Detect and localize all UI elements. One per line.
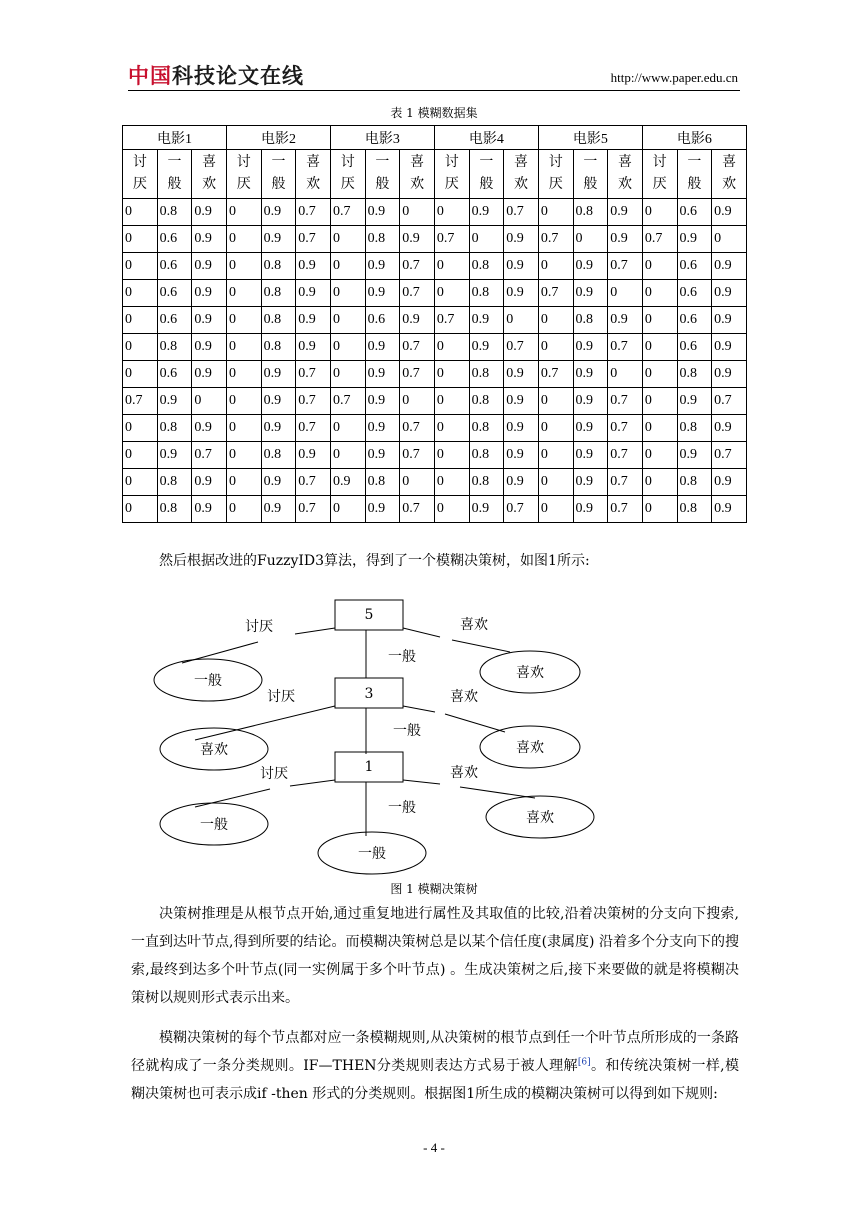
table-cell: 0: [434, 469, 469, 496]
table-row: [123, 469, 747, 496]
table-cell: 0.9: [712, 253, 747, 280]
table-row: [123, 388, 747, 415]
rating-header: 一 般: [261, 150, 296, 199]
table-cell: 0.8: [261, 253, 296, 280]
table-cell: 0.9: [677, 226, 712, 253]
rating-header: 喜 欢: [296, 150, 331, 199]
table-cell: 0: [538, 307, 573, 334]
table-cell: 0.8: [469, 280, 504, 307]
table-cell: 0.8: [573, 199, 608, 226]
table-cell: 0: [642, 442, 677, 469]
edge-label-l3-left: 讨厌: [260, 766, 288, 782]
rating-header: 喜 欢: [400, 150, 435, 199]
rating-header: 讨 厌: [642, 150, 677, 199]
table-cell: 0.9: [365, 496, 400, 523]
table-cell: 0.7: [296, 415, 331, 442]
table-cell: 0.7: [296, 469, 331, 496]
table-cell: 0: [642, 388, 677, 415]
rating-header: 喜 欢: [504, 150, 539, 199]
table-cell: 0.7: [538, 280, 573, 307]
table-cell: 0.6: [157, 280, 192, 307]
rating-header: 喜 欢: [192, 150, 227, 199]
edge-node3-right-a: [403, 706, 435, 712]
table-cell: 0.9: [469, 199, 504, 226]
table-cell: 0: [330, 415, 365, 442]
table-cell: 0: [434, 280, 469, 307]
table-cell: 0.7: [434, 226, 469, 253]
table-cell: 0.8: [469, 415, 504, 442]
table-cell: 0: [434, 361, 469, 388]
edge-label-l2-right: 喜欢: [450, 689, 478, 705]
table-cell: 0.8: [469, 253, 504, 280]
table-cell: 0.8: [469, 361, 504, 388]
table-cell: 0: [123, 415, 158, 442]
table-row: [123, 496, 747, 523]
table-cell: 0.7: [296, 496, 331, 523]
table-cell: 0: [330, 496, 365, 523]
table-cell: 0.6: [677, 334, 712, 361]
table-cell: 0.9: [296, 253, 331, 280]
table-cell: 0: [642, 253, 677, 280]
table-cell: 0.9: [712, 496, 747, 523]
table-cell: 0.9: [469, 334, 504, 361]
table-cell: 0.7: [538, 226, 573, 253]
rating-header: 一 般: [573, 150, 608, 199]
table-cell: 0.7: [504, 496, 539, 523]
rating-header: 一 般: [469, 150, 504, 199]
edge-node1-left-a: [290, 780, 335, 786]
table-cell: 0.9: [261, 469, 296, 496]
table-cell: 0.9: [469, 307, 504, 334]
edge-node3-right-b: [445, 714, 505, 732]
table-cell: 0.9: [469, 496, 504, 523]
table-cell: 0: [642, 280, 677, 307]
table-cell: 0: [400, 388, 435, 415]
table-cell: 0.9: [712, 199, 747, 226]
paragraph-2-text-b: 。和传统决策树一样,模糊决策树也可表示成if -then 形式的分类规则。根据图1所生成的模糊决策树可以得到如下规则:: [131, 1058, 739, 1102]
table-cell: 0.8: [157, 496, 192, 523]
movie-header-5: 电影5: [538, 126, 642, 150]
table-sub-header-row: [123, 150, 747, 199]
table-row: [123, 361, 747, 388]
table-cell: 0.9: [504, 253, 539, 280]
table-cell: 0: [434, 415, 469, 442]
table-group-header-row: [123, 126, 747, 150]
table-cell: 0: [226, 253, 261, 280]
movie-header-2: 电影2: [226, 126, 330, 150]
edge-label-l2-left: 讨厌: [267, 689, 295, 705]
table-cell: 0.6: [157, 226, 192, 253]
leaf-label-l2-right: 喜欢: [516, 740, 544, 756]
table-cell: 0.9: [192, 280, 227, 307]
table-cell: 0: [538, 199, 573, 226]
table-cell: 0.8: [469, 442, 504, 469]
table-cell: 0.9: [573, 496, 608, 523]
table-cell: 0.7: [712, 388, 747, 415]
table-cell: 0: [608, 361, 643, 388]
table-cell: 0.9: [192, 361, 227, 388]
table-cell: 0.7: [538, 361, 573, 388]
table-cell: 0.9: [504, 388, 539, 415]
table-cell: 0.8: [677, 415, 712, 442]
table-cell: 0.9: [573, 442, 608, 469]
table-cell: 0.7: [642, 226, 677, 253]
table-cell: 0.9: [192, 334, 227, 361]
node-label-root: 5: [364, 607, 374, 623]
rating-header: 一 般: [677, 150, 712, 199]
table-cell: 0.8: [365, 226, 400, 253]
rating-header: 一 般: [365, 150, 400, 199]
table-cell: 0.8: [261, 280, 296, 307]
movie-header-6: 电影6: [642, 126, 746, 150]
table-cell: 0.8: [157, 199, 192, 226]
table-cell: 0.9: [261, 199, 296, 226]
table-cell: 0.9: [365, 361, 400, 388]
table-cell: 0.8: [261, 307, 296, 334]
table-cell: 0.9: [192, 496, 227, 523]
table-cell: 0.7: [608, 334, 643, 361]
table-cell: 0: [330, 226, 365, 253]
edge-label-l1-mid: 一般: [388, 649, 416, 665]
table-cell: 0.9: [296, 334, 331, 361]
table-cell: 0.6: [677, 199, 712, 226]
table-cell: 0.8: [261, 334, 296, 361]
edge-root-left-a: [295, 628, 335, 634]
logo-dark-part: 科技论文在线: [172, 64, 304, 88]
table-cell: 0.9: [573, 334, 608, 361]
table-cell: 0.9: [712, 469, 747, 496]
table-cell: 0.7: [608, 388, 643, 415]
table-cell: 0.9: [192, 226, 227, 253]
table-cell: 0.9: [157, 442, 192, 469]
table-cell: 0.6: [677, 280, 712, 307]
table-cell: 0.9: [296, 280, 331, 307]
table-cell: 0.8: [573, 307, 608, 334]
table-row: [123, 280, 747, 307]
table-cell: 0.9: [192, 415, 227, 442]
table-cell: 0: [330, 253, 365, 280]
table-cell: 0: [469, 226, 504, 253]
table-cell: 0: [538, 469, 573, 496]
table-cell: 0: [504, 307, 539, 334]
leaf-label-l3-left: 一般: [200, 817, 228, 833]
table-cell: 0.9: [504, 280, 539, 307]
rating-header: 一 般: [157, 150, 192, 199]
table-cell: 0.8: [261, 442, 296, 469]
table-cell: 0.9: [504, 415, 539, 442]
table-cell: 0: [123, 442, 158, 469]
table-cell: 0: [642, 361, 677, 388]
edge-node1-right-a: [403, 780, 440, 784]
table-cell: 0: [642, 415, 677, 442]
table-cell: 0.9: [400, 307, 435, 334]
table-cell: 0.9: [573, 361, 608, 388]
table-cell: 0: [192, 388, 227, 415]
table-cell: 0: [330, 442, 365, 469]
table-cell: 0: [434, 442, 469, 469]
table-cell: 0: [434, 334, 469, 361]
table-cell: 0.9: [712, 361, 747, 388]
table-cell: 0.8: [469, 388, 504, 415]
table-cell: 0.8: [677, 496, 712, 523]
table-cell: 0: [538, 388, 573, 415]
movie-header-3: 电影3: [330, 126, 434, 150]
table-cell: 0.9: [192, 253, 227, 280]
table-cell: 0.8: [365, 469, 400, 496]
table-cell: 0.7: [192, 442, 227, 469]
table-cell: 0.7: [504, 334, 539, 361]
table-cell: 0: [226, 361, 261, 388]
edge-label-l3-right: 喜欢: [450, 765, 478, 781]
table-cell: 0.7: [296, 199, 331, 226]
table-cell: 0.7: [330, 388, 365, 415]
table-cell: 0.7: [400, 415, 435, 442]
table-cell: 0: [226, 388, 261, 415]
table-cell: 0: [642, 496, 677, 523]
table-cell: 0.7: [608, 253, 643, 280]
table-cell: 0: [642, 199, 677, 226]
leaf-label-l1-left: 一般: [194, 673, 222, 689]
page-header: [128, 58, 740, 91]
figure-caption: 图 1 模糊决策树: [390, 882, 478, 896]
node-label-mid: 3: [364, 686, 374, 702]
table-cell: 0: [330, 361, 365, 388]
table-cell: 0.9: [261, 226, 296, 253]
rating-header: 喜 欢: [712, 150, 747, 199]
fuzzy-decision-tree-figure: [140, 590, 740, 880]
table-cell: 0.9: [712, 334, 747, 361]
table-cell: 0.6: [157, 307, 192, 334]
table-cell: 0.9: [330, 469, 365, 496]
table-cell: 0.8: [677, 361, 712, 388]
table-cell: 0.6: [157, 361, 192, 388]
table-row: [123, 199, 747, 226]
body-paragraph-2: [131, 1024, 739, 1108]
table-cell: 0: [434, 388, 469, 415]
table-cell: 0.9: [261, 361, 296, 388]
table-cell: 0.7: [296, 361, 331, 388]
table-cell: 0.7: [400, 280, 435, 307]
table-cell: 0.7: [504, 199, 539, 226]
table-cell: 0.9: [573, 253, 608, 280]
journal-logo: [128, 60, 304, 90]
rating-header: 讨 厌: [123, 150, 158, 199]
movie-header-4: 电影4: [434, 126, 538, 150]
table-cell: 0.6: [677, 253, 712, 280]
table-cell: 0.9: [192, 469, 227, 496]
leaf-label-l3-right: 喜欢: [526, 810, 554, 826]
table-cell: 0: [226, 334, 261, 361]
table-cell: 0: [400, 199, 435, 226]
paragraph-2-text-a: 模糊决策树的每个节点都对应一条模糊规则,从决策树的根节点到任一个叶节点所形成的一条路径就构成了一条分类规则。IF—THEN分类规则表达方式易于被人理解: [131, 1030, 739, 1074]
rating-header: 讨 厌: [226, 150, 261, 199]
table-cell: 0: [330, 334, 365, 361]
table-cell: 0.7: [608, 415, 643, 442]
table-cell: 0.9: [261, 415, 296, 442]
table-cell: 0.7: [608, 496, 643, 523]
rating-header: 讨 厌: [330, 150, 365, 199]
table-cell: 0: [434, 496, 469, 523]
table-caption: 表 1 模糊数据集: [390, 106, 478, 120]
table-cell: 0: [226, 442, 261, 469]
table-cell: 0: [123, 226, 158, 253]
table-cell: 0: [434, 199, 469, 226]
table-cell: 0.9: [192, 307, 227, 334]
node-label-bottom: 1: [364, 759, 374, 775]
table-cell: 0.9: [712, 415, 747, 442]
table-cell: 0.7: [330, 199, 365, 226]
table-cell: 0.9: [504, 442, 539, 469]
table-cell: 0: [226, 496, 261, 523]
edge-label-l2-mid: 一般: [393, 723, 421, 739]
table-cell: 0: [538, 253, 573, 280]
movie-header-1: 电影1: [123, 126, 227, 150]
table-cell: 0.9: [365, 388, 400, 415]
table-cell: 0: [642, 307, 677, 334]
table-cell: 0.7: [608, 442, 643, 469]
table-row: [123, 415, 747, 442]
table-cell: 0.9: [573, 469, 608, 496]
rating-header: 讨 厌: [538, 150, 573, 199]
table-cell: 0.6: [677, 307, 712, 334]
table-cell: 0.9: [157, 388, 192, 415]
table-cell: 0.7: [123, 388, 158, 415]
table-cell: 0.9: [608, 199, 643, 226]
table-cell: 0: [642, 469, 677, 496]
leaf-label-l3-mid: 一般: [358, 846, 386, 862]
body-paragraph-1: 决策树推理是从根节点开始,通过重复地进行属性及其取值的比较,沿着决策树的分支向下搜索,一直到达叶节点,得到所要的结论。而模糊决策树总是以某个信任度(隶属度) 沿着多个分支向下的搜索,最终到达多个叶节点(同一实例属于多个叶节点) 。生成决策树之后,接下来要做的就是将模糊决策树以规则形式表示出来。: [131, 906, 739, 1006]
edge-node1-right-b: [460, 787, 535, 798]
table-cell: 0: [538, 415, 573, 442]
table-cell: 0.9: [296, 307, 331, 334]
table-cell: 0.7: [400, 253, 435, 280]
table-cell: 0: [330, 280, 365, 307]
table-cell: 0: [642, 334, 677, 361]
table-cell: 0.9: [365, 280, 400, 307]
table-cell: 0: [123, 253, 158, 280]
table-cell: 0.9: [573, 415, 608, 442]
header-url[interactable]: http://www.paper.edu.cn: [610, 70, 738, 85]
logo-red-part: 中国: [128, 64, 172, 88]
table-cell: 0: [123, 199, 158, 226]
table-cell: 0.7: [712, 442, 747, 469]
table-cell: 0.9: [261, 496, 296, 523]
table-cell: 0: [608, 280, 643, 307]
table-cell: 0: [123, 361, 158, 388]
table-cell: 0.9: [573, 388, 608, 415]
leaf-label-l2-left: 喜欢: [200, 742, 228, 758]
table-cell: 0: [226, 280, 261, 307]
table-cell: 0.9: [192, 199, 227, 226]
table-cell: 0: [330, 307, 365, 334]
table-row: [123, 226, 747, 253]
table-cell: 0: [538, 442, 573, 469]
table-cell: 0: [123, 307, 158, 334]
table-cell: 0.9: [365, 334, 400, 361]
table-cell: 0: [226, 415, 261, 442]
citation-ref-6[interactable]: [6]: [577, 1057, 591, 1068]
table-cell: 0: [226, 199, 261, 226]
table-cell: 0.9: [677, 442, 712, 469]
table-cell: 0: [226, 469, 261, 496]
edge-root-right-b: [452, 640, 510, 652]
table-cell: 0.9: [296, 442, 331, 469]
edge-label-l1-left: 讨厌: [245, 619, 273, 635]
edge-root-right-a: [403, 628, 440, 637]
table-cell: 0.8: [157, 415, 192, 442]
table-cell: 0.9: [365, 442, 400, 469]
table-cell: 0.8: [157, 469, 192, 496]
table-cell: 0: [538, 334, 573, 361]
table-cell: 0: [123, 469, 158, 496]
table-cell: 0.7: [400, 361, 435, 388]
edge-label-l1-right: 喜欢: [460, 617, 488, 633]
table-cell: 0: [226, 307, 261, 334]
table-cell: 0: [123, 280, 158, 307]
table-cell: 0: [400, 469, 435, 496]
intro-paragraph: 然后根据改进的FuzzyID3算法，得到了一个模糊决策树，如图1所示:: [159, 553, 590, 569]
table-cell: 0: [538, 496, 573, 523]
table-row: [123, 442, 747, 469]
table-row: [123, 307, 747, 334]
table-cell: 0.7: [400, 442, 435, 469]
table-cell: 0: [226, 226, 261, 253]
table-cell: 0.9: [400, 226, 435, 253]
table-cell: 0.7: [400, 334, 435, 361]
table-cell: 0.7: [608, 469, 643, 496]
table-cell: 0.7: [400, 496, 435, 523]
table-cell: 0.7: [296, 226, 331, 253]
edge-node3-left: [195, 706, 335, 740]
fuzzy-dataset-table: [122, 125, 747, 523]
table-cell: 0: [712, 226, 747, 253]
table-cell: 0.9: [261, 388, 296, 415]
table-cell: 0.9: [504, 226, 539, 253]
table-cell: 0: [573, 226, 608, 253]
table-cell: 0.9: [504, 361, 539, 388]
edge-label-l3-mid: 一般: [388, 800, 416, 816]
table-cell: 0.9: [573, 280, 608, 307]
table-cell: 0.8: [469, 469, 504, 496]
table-cell: 0.9: [365, 199, 400, 226]
table-cell: 0.9: [712, 307, 747, 334]
table-cell: 0.9: [365, 253, 400, 280]
rating-header: 喜 欢: [608, 150, 643, 199]
table-cell: 0.9: [504, 469, 539, 496]
table-cell: 0.6: [157, 253, 192, 280]
table-cell: 0.7: [296, 388, 331, 415]
table-cell: 0.8: [157, 334, 192, 361]
table-cell: 0.9: [608, 226, 643, 253]
table-cell: 0.6: [365, 307, 400, 334]
rating-header: 讨 厌: [434, 150, 469, 199]
table-cell: 0.7: [434, 307, 469, 334]
table-cell: 0: [123, 334, 158, 361]
table-body: [123, 199, 747, 523]
leaf-label-l1-right: 喜欢: [516, 665, 544, 681]
table-cell: 0.9: [365, 415, 400, 442]
table-cell: 0.8: [677, 469, 712, 496]
table-cell: 0.9: [677, 388, 712, 415]
table-row: [123, 253, 747, 280]
page-number: - 4 -: [423, 1140, 445, 1155]
table-cell: 0: [434, 253, 469, 280]
table-cell: 0.9: [608, 307, 643, 334]
table-cell: 0: [123, 496, 158, 523]
table-row: [123, 334, 747, 361]
table-cell: 0.9: [712, 280, 747, 307]
